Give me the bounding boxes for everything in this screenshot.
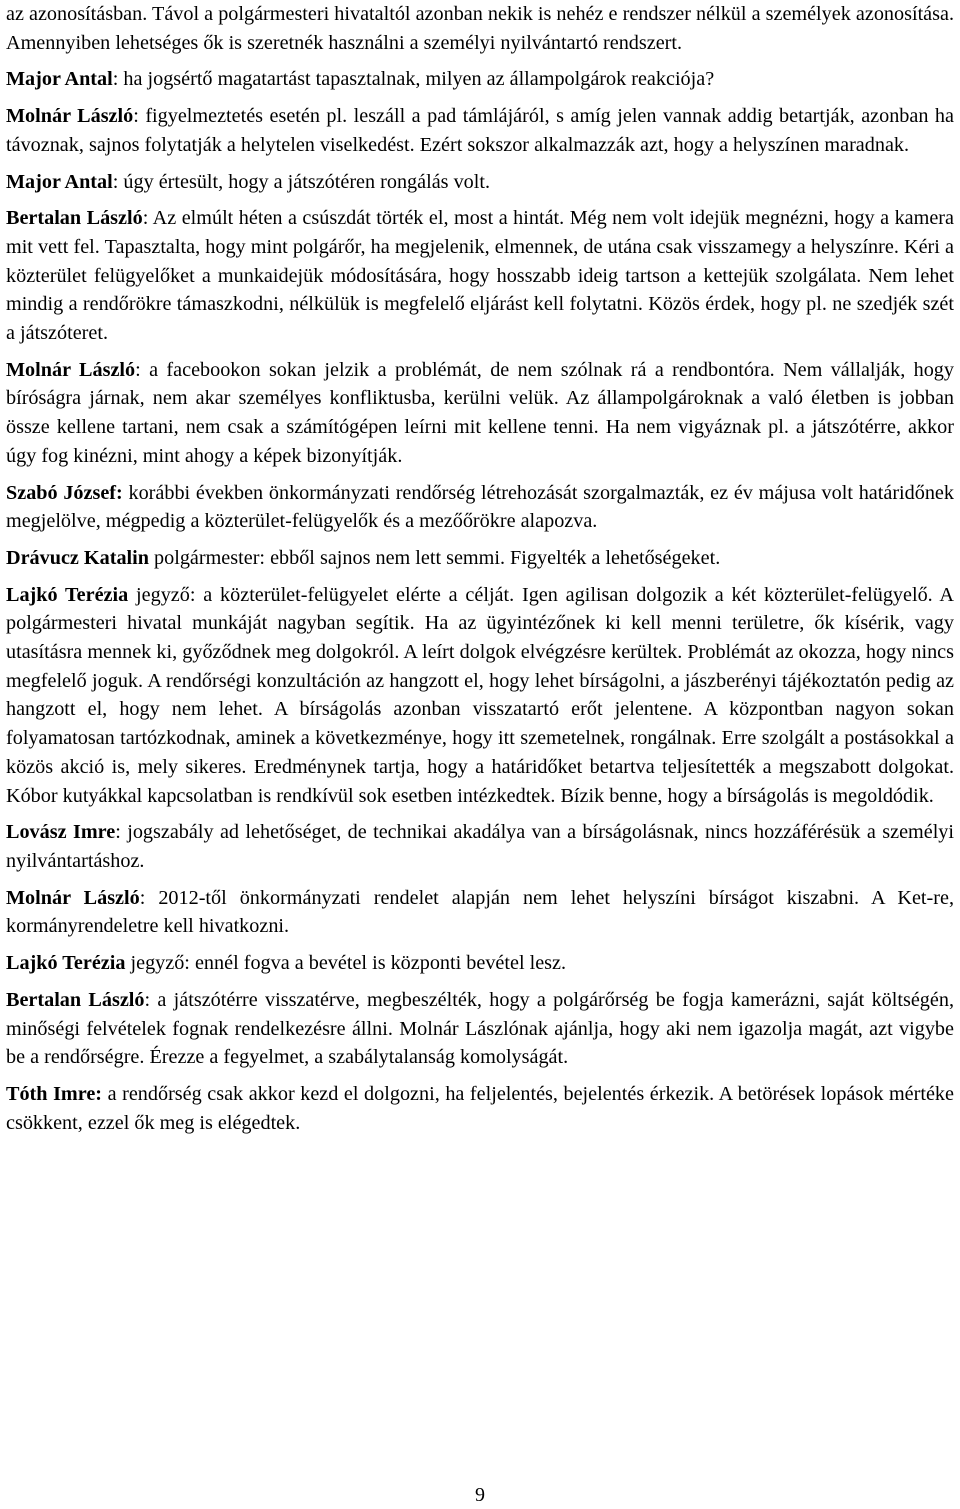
speaker-name: Lajkó Terézia bbox=[6, 952, 126, 975]
speaker-name: Lajkó Terézia bbox=[6, 583, 129, 606]
paragraph-text: a rendőrség csak akkor kezd el dolgozni, ha feljelentés, bejelentés érkezik. A betörések lopások mértéke csökkent, ezzel ők meg is elégedtek. bbox=[6, 1082, 954, 1134]
page-number: 9 bbox=[475, 1484, 485, 1506]
paragraph bbox=[6, 1080, 954, 1137]
paragraph-text: : úgy értesült, hogy a játszótéren rongálás volt. bbox=[112, 170, 491, 193]
speaker-name: Bertalan László bbox=[6, 207, 143, 230]
paragraph bbox=[6, 544, 954, 573]
paragraph-text: polgármester: ebből sajnos nem lett semmi. Figyelték a lehetőségeket. bbox=[148, 546, 721, 569]
paragraph bbox=[6, 356, 954, 471]
paragraph-text: : 2012-től önkormányzati rendelet alapján nem lehet helyszíni bírságot kiszabni. A Ket-re, kormányrendeletre kell hivatkozni. bbox=[6, 886, 954, 938]
speaker-name: Tóth Imre: bbox=[6, 1082, 103, 1105]
paragraph-text: : ha jogsértő magatartást tapasztalnak, milyen az állampolgárok reakciója? bbox=[112, 68, 715, 91]
speaker-name: Major Antal bbox=[6, 170, 113, 193]
paragraph-text: jegyző: a közterület-felügyelet elérte a célját. Igen agilisan dolgozik a két közterület-felügyelő. A polgármesteri hivatal munkáját nagyban segítik. Ha az ügyintézőnek ki kell menni területre, ők kísérik, vagy utasításra mennek ki, győződnek meg dolgokról. A leírt dolgok elvégzésre kerültek. Problémát az okozza, hogy nincs megfelelő joguk. A rendőrségi konzultáción az hangzott el, hogy lehet bírságolni, a jászberényi tájékoztatón pedig az hangzott el, hogy nem lehet. A bírságolás azonban visszatartó erőt jelentene. A központban nagyon sokan folyamatosan tartózkodnak, aminek a következménye, hogy itt szemetelnek, rongálnak. Erre szolgált a postásokkal a közös akció is, mely sikeres. Eredménynek tartja, hogy a határidőket betartva teljesítették a megszabott dolgokat. Kóbor kutyákkal kapcsolatban is rendkívül sok esetben intézkedtek. Bízik benne, hogy a bírságolás is megoldódik. bbox=[6, 583, 954, 807]
paragraph bbox=[6, 204, 954, 348]
paragraph-text: jegyző: ennél fogva a bevétel is központi bevétel lesz. bbox=[125, 952, 567, 975]
paragraph bbox=[6, 986, 954, 1072]
paragraph bbox=[6, 65, 954, 94]
speaker-name: Molnár László bbox=[6, 886, 140, 909]
paragraph bbox=[6, 0, 954, 57]
speaker-name: Molnár László bbox=[6, 358, 136, 381]
paragraph bbox=[6, 884, 954, 941]
paragraph-text: : Az elmúlt héten a csúszdát törték el, most a hintát. Még nem volt idejük megnézni, hogy a kamera mit vett fel. Tapasztalta, hogy mint polgárőr, ha megjelenik, elmennek, de utána csak visszamegy a helyszínre. Kéri a közterület felügyelőket a munkaidejük módosítására, hogy hosszabb ideig tartson a kettejük szolgálata. Nem lehet mindig a rendőrökre támaszkodni, nélkülük is megfelelő eljárást kell folytatni. Közös érdek, hogy pl. ne szedjék szét a játszóteret. bbox=[6, 207, 954, 345]
paragraph bbox=[6, 818, 954, 875]
paragraph-text: az azonosításban. Távol a polgármesteri hivataltól azonban nekik is nehéz e rendszer nélkül a személyek azonosítása. Amennyiben lehetséges ők is szeretnék használni a személyi nyilvántartó rendszert. bbox=[6, 3, 954, 54]
paragraph bbox=[6, 581, 954, 811]
paragraph-text: : figyelmeztetés esetén pl. leszáll a pad támlájáról, s amíg jelen vannak addig betartják, azonban ha távoznak, sajnos folytatják a helytelen viselkedést. Ezért sokszor alkalmazzák azt, hogy a helyszínen maradnak. bbox=[6, 105, 954, 156]
paragraph bbox=[6, 479, 954, 536]
speaker-name: Molnár László bbox=[6, 105, 134, 128]
paragraph-text: : a játszótérre visszatérve, megbeszélték, hogy a polgárőrség be fogja kamerázni, saját költségén, minőségi felvételek fognak rendelkezésre állni. Molnár Lászlónak ajánlja, hogy aki nem igazolja magát, azt vigybe be a rendőrségre. Érezze a fegyelmet, a szabálytalanság komolyságát. bbox=[6, 988, 954, 1069]
paragraph-text: : jogszabály ad lehetőséget, de technikai akadálya van a bírságolásnak, nincs hozzáférésük a személyi nyilvántartáshoz. bbox=[6, 821, 954, 872]
paragraph-text: korábbi években önkormányzati rendőrség létrehozását szorgalmazták, ez év májusa volt határidőnek megjelölve, mégpedig a közterület-felügyelők és a mezőőrökre alapozva. bbox=[6, 481, 954, 533]
document-page bbox=[6, 0, 954, 1145]
speaker-name: Lovász Imre bbox=[6, 821, 116, 844]
paragraph-text: : a facebookon sokan jelzik a problémát, de nem szólnak rá a rendbontóra. Nem vállalják, hogy bíróságra járnak, nem akar személyes konfliktusba, kerülni velük. Az állampolgároknak a való életben is jobban össze kellene tartani, nem csak a számítógépen leírni mit kellene tenni. Ha nem vigyáznak pl. a játszótérre, akkor úgy fog kinézni, mint ahogy a képek bizonyítják. bbox=[6, 358, 954, 467]
paragraph bbox=[6, 949, 954, 978]
speaker-name: Bertalan László bbox=[6, 988, 145, 1011]
paragraph bbox=[6, 102, 954, 159]
speaker-name: Szabó József: bbox=[6, 481, 123, 504]
speaker-name: Major Antal bbox=[6, 68, 113, 91]
paragraph bbox=[6, 168, 954, 197]
speaker-name: Drávucz Katalin bbox=[6, 546, 149, 569]
